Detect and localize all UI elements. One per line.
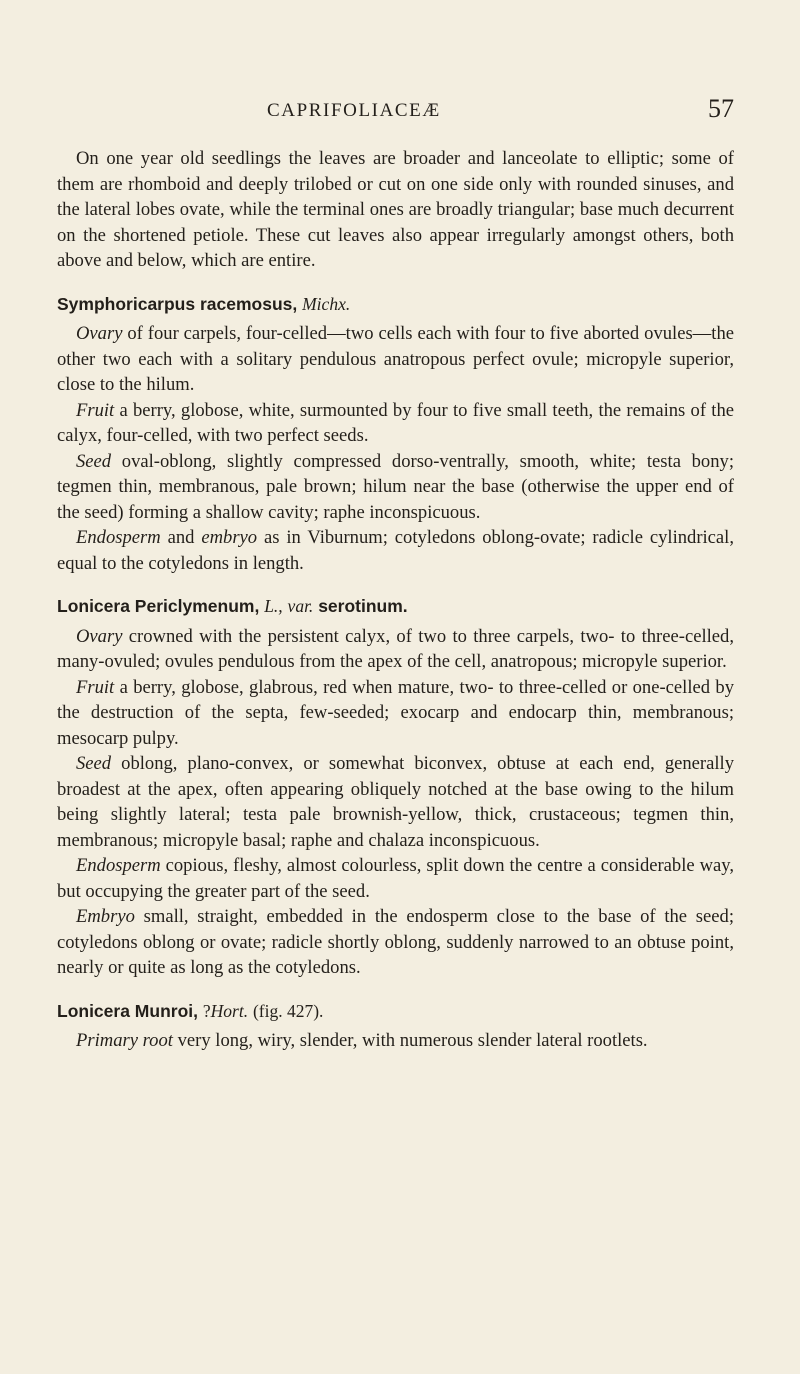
figure-reference: (fig. 427). [252,1000,324,1021]
root-term: Primary root [76,1030,173,1051]
fruit-paragraph [57,398,734,449]
fruit-text: a berry, globose, glabrous, red when mature, two- to three-celled or one-celled by the destruction of the septa, few-seeded; exocarp and endocarp thin, membranous; mesocarp pulpy. [57,676,734,749]
species-heading-lonicera-periclymenum [57,594,734,620]
query-mark: ? [202,1000,211,1021]
endosperm-text: as in Viburnum; cotyledons oblong-ovate; radicle cylindrical, equal to the cotyledons in length. [57,527,735,574]
species-name: Lonicera Munroi, [57,1000,198,1021]
seed-text: oval-oblong, slightly compressed dorso-ventrally, smooth, white; testa bony; tegmen thin, membranous, pale brown; hilum near the base (otherwise the upper end of the seed) forming a shallow cavity; raphe inconspicuous. [57,450,734,523]
species-authority: Hort. [210,1000,249,1021]
ovary-text: of four carpels, four-celled—two cells each with four to five aborted ovules—the other two each with a solitary pendulous anatropous perfect ovule; micropyle superior, close to the hilum. [57,323,734,395]
seed-paragraph [57,751,734,853]
fruit-term: Fruit [76,676,115,698]
running-head: CAPRIFOLIACEÆ [267,100,441,121]
ovary-paragraph [57,624,734,675]
endosperm-paragraph [57,853,734,904]
ovary-text: crowned with the persistent calyx, of two to three carpels, two- to three-celled, many-ovuled; ovules pendulous from the apex of the cell, anatropous; micropyle superior. [57,625,734,672]
species-authority: Michx. [302,293,351,314]
page-number: 57 [708,94,734,123]
root-paragraph [57,1028,734,1054]
endosperm-term: Endosperm [76,855,161,876]
fruit-term: Fruit [76,399,115,421]
seed-term: Seed [76,450,112,472]
species-heading-lonicera-munroi [57,999,734,1025]
species-authority: L., [264,596,283,616]
seed-term: Seed [76,753,112,774]
embryo-term: Embryo [76,906,135,927]
variety-label: var. [287,596,314,616]
fruit-paragraph [57,675,734,752]
ovary-paragraph [57,321,734,398]
seed-text: oblong, plano-convex, or somewhat biconvex, obtuse at each end, generally broadest at the apex, often appearing obliquely notched at the base owing to the hilum being slightly lateral; testa pale brownish-yellow, thick, crustaceous; tegmen thin, membranous; micropyle basal; raphe and chalaza inconspicuous. [57,753,734,851]
endosperm-text: copious, fleshy, almost colourless, split down the centre a considerable way, but occupying the greater part of the seed. [57,855,734,902]
embryo-paragraph [57,904,734,981]
variety-name: serotinum. [318,596,408,616]
embryo-term: embryo [201,527,258,548]
page-header [57,94,734,140]
root-text: very long, wiry, slender, with numerous slender lateral rootlets. [172,1030,648,1051]
ovary-term: Ovary [76,323,123,344]
intro-paragraph: On one year old seedlings the leaves are broader and lanceolate to elliptic; some of them are rhomboid and deeply trilobed or cut on one side only with rounded sinuses, and the lateral lobes ovate, while the terminal ones are broadly triangular; base much decurrent on the shortened petiole. These cut leaves also appear irregularly amongst others, both above and below, which are entire. [57,148,734,271]
seed-paragraph [57,449,734,526]
species-name: Lonicera Periclymenum, [57,596,260,616]
fruit-text: a berry, globose, white, surmounted by four to five small teeth, the remains of the calyx, four-celled, with two perfect seeds. [57,399,734,446]
endosperm-paragraph [57,525,734,576]
and-word: and [160,527,202,548]
endosperm-term: Endosperm [76,527,161,548]
species-heading-symphoricarpus [57,292,734,318]
species-name: Symphoricarpus racemosus, [57,293,298,314]
embryo-text: small, straight, embedded in the endosperm close to the base of the seed; cotyledons oblong or ovate; radicle shortly oblong, suddenly narrowed to an obtuse point, nearly or quite as long as the cotyledons. [57,906,734,978]
page-body [57,146,734,1054]
ovary-term: Ovary [76,625,123,647]
